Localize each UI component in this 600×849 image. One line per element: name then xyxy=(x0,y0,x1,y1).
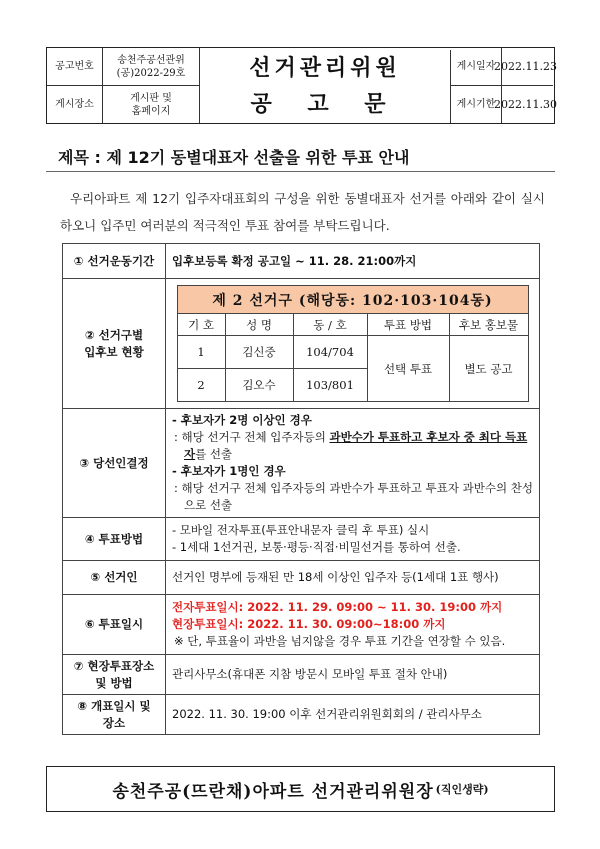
row-place xyxy=(63,655,540,695)
district-label xyxy=(63,279,166,409)
schedule-electronic: 전자투표일시: 2022. 11. 29. 09:00 ~ 11. 30. 19:00 까지 xyxy=(172,600,503,614)
schedule-value xyxy=(166,595,540,655)
post-place-value xyxy=(103,86,200,123)
count-label-line1: ⑧ 개표일시 및 xyxy=(77,698,151,713)
row-decision xyxy=(63,409,540,518)
count-label xyxy=(63,695,166,735)
post-date-value xyxy=(494,48,557,86)
district-label-line2: 입후보 현황 xyxy=(84,344,144,359)
title-divider xyxy=(46,171,555,172)
campaign-value: 입후보등록 확정 공고일 ~ 11. 28. 21:00까지 xyxy=(166,244,540,279)
decision-case1-emphasis: 과반수가 투표하고 후보자 중 최다 득표자 xyxy=(184,430,528,461)
post-place-value-line1: 게시판 및 xyxy=(130,92,172,104)
post-place-value-line2: 홈페이지 xyxy=(131,105,171,117)
candidate-1-no: 1 xyxy=(177,336,225,369)
candidate-2-no: 2 xyxy=(177,369,225,402)
voter-value: 선거인 명부에 등재된 만 18세 이상인 입주자 등(1세대 1표 행사) xyxy=(166,561,540,595)
decision-case2-text: : 해당 선거구 전체 입주자등의 과반수가 투표하고 투표자 과반수의 찬성으로 선출 xyxy=(174,481,533,512)
row-district xyxy=(63,279,540,409)
method-line1: - 모바일 전자투표(투표안내문자 클릭 후 투표) 실시 xyxy=(172,523,430,537)
count-value: 2022. 11. 30. 19:00 이후 선거관리위원회회의 / 관리사무소 xyxy=(166,695,540,735)
chairman-title: 송천주공(뜨란채)아파트 선거관리위원장 xyxy=(112,781,434,802)
notice-header-table xyxy=(46,47,555,124)
voter-label: ⑤ 선거인 xyxy=(63,561,166,595)
decision-case1-text-a: : 해당 선거구 전체 입주자등의 xyxy=(174,430,330,444)
header-no: 기 호 xyxy=(177,314,225,336)
count-label-line2: 장소 xyxy=(102,715,126,730)
candidate-table xyxy=(177,285,529,402)
campaign-label: ① 선거운동기간 xyxy=(63,244,166,279)
decision-case1-text-b: 를 선출 xyxy=(195,447,233,461)
decision-value xyxy=(166,409,540,518)
candidate-1-name: 김신중 xyxy=(225,336,293,369)
place-label-line1: ⑦ 현장투표장소 xyxy=(73,658,155,673)
notice-no-value xyxy=(103,48,200,86)
row-campaign xyxy=(63,244,540,279)
row-voter xyxy=(63,561,540,595)
org-title: 선거관리위원 xyxy=(200,50,451,86)
method-label: ④ 투표방법 xyxy=(63,518,166,561)
place-value: 관리사무소(휴대폰 지참 방문시 모바일 투표 절차 안내) xyxy=(166,655,540,695)
vote-method: 선택 투표 xyxy=(367,336,449,402)
district-label-line1: ② 선거구별 xyxy=(84,327,144,342)
row-count xyxy=(63,695,540,735)
decision-case1-title: - 후보자가 2명 이상인 경우 xyxy=(172,413,312,427)
decision-case1-text xyxy=(172,429,533,463)
method-line2: - 1세대 1선거권, 보통·평등·직접·비밀선거를 통하여 선출. xyxy=(172,540,461,554)
row-schedule xyxy=(63,595,540,655)
notice-no-value-line1: 송천주공선관위 xyxy=(117,54,185,66)
post-date-text: 2022.11.23 xyxy=(494,60,557,73)
seal-omitted-note: (직인생략) xyxy=(435,783,489,796)
decision-case2-title: - 후보자가 1명인 경우 xyxy=(172,464,286,478)
post-period-text: 2022.11.30 xyxy=(494,98,557,111)
candidate-1-unit: 104/704 xyxy=(293,336,367,369)
decision-label: ③ 당선인결정 xyxy=(63,409,166,518)
header-vote-method: 투표 방법 xyxy=(367,314,449,336)
schedule-note: ※ 단, 투표율이 과반을 넘지않을 경우 투표 기간을 연장할 수 있음. xyxy=(174,634,506,648)
header-name: 성 명 xyxy=(225,314,293,336)
post-date-label: 게시일자 xyxy=(451,48,502,86)
promo-material: 별도 공고 xyxy=(449,336,528,402)
chairman-signature-box xyxy=(46,766,555,812)
candidate-2-unit: 103/801 xyxy=(293,369,367,402)
notice-no-label: 공고번호 xyxy=(47,48,103,86)
place-label xyxy=(63,655,166,695)
post-period-value xyxy=(494,86,557,123)
candidate-header-row xyxy=(177,314,528,336)
method-value xyxy=(166,518,540,561)
notice-word: 공 고 문 xyxy=(200,86,451,123)
schedule-label: ⑥ 투표일시 xyxy=(63,595,166,655)
notice-no-value-line2: (공)2022-29호 xyxy=(116,67,186,79)
place-label-line2: 및 방법 xyxy=(95,675,133,690)
header-unit: 동 / 호 xyxy=(293,314,367,336)
schedule-onsite: 현장투표일시: 2022. 11. 30. 09:00~18:00 까지 xyxy=(172,617,446,631)
candidate-2-name: 김오수 xyxy=(225,369,293,402)
election-info-table xyxy=(62,243,540,735)
header-promo: 후보 홍보물 xyxy=(449,314,528,336)
post-period-label: 게시기한 xyxy=(451,86,502,123)
intro-paragraph: 우리아파트 제 12기 입주자대표회의 구성을 위한 동별대표자 선거를 아래와 같이 실시하오니 입주민 여러분의 적극적인 투표 참여를 부탁드립니다. xyxy=(60,191,545,233)
district-banner: 제 2 선거구 (해당동: 102·103·104동) xyxy=(177,286,528,314)
page-title: 제목 : 제 12기 동별대표자 선출을 위한 투표 안내 xyxy=(58,148,410,167)
post-place-label: 게시장소 xyxy=(47,86,103,123)
row-method xyxy=(63,518,540,561)
district-cell xyxy=(166,279,540,409)
candidate-row xyxy=(177,336,528,369)
